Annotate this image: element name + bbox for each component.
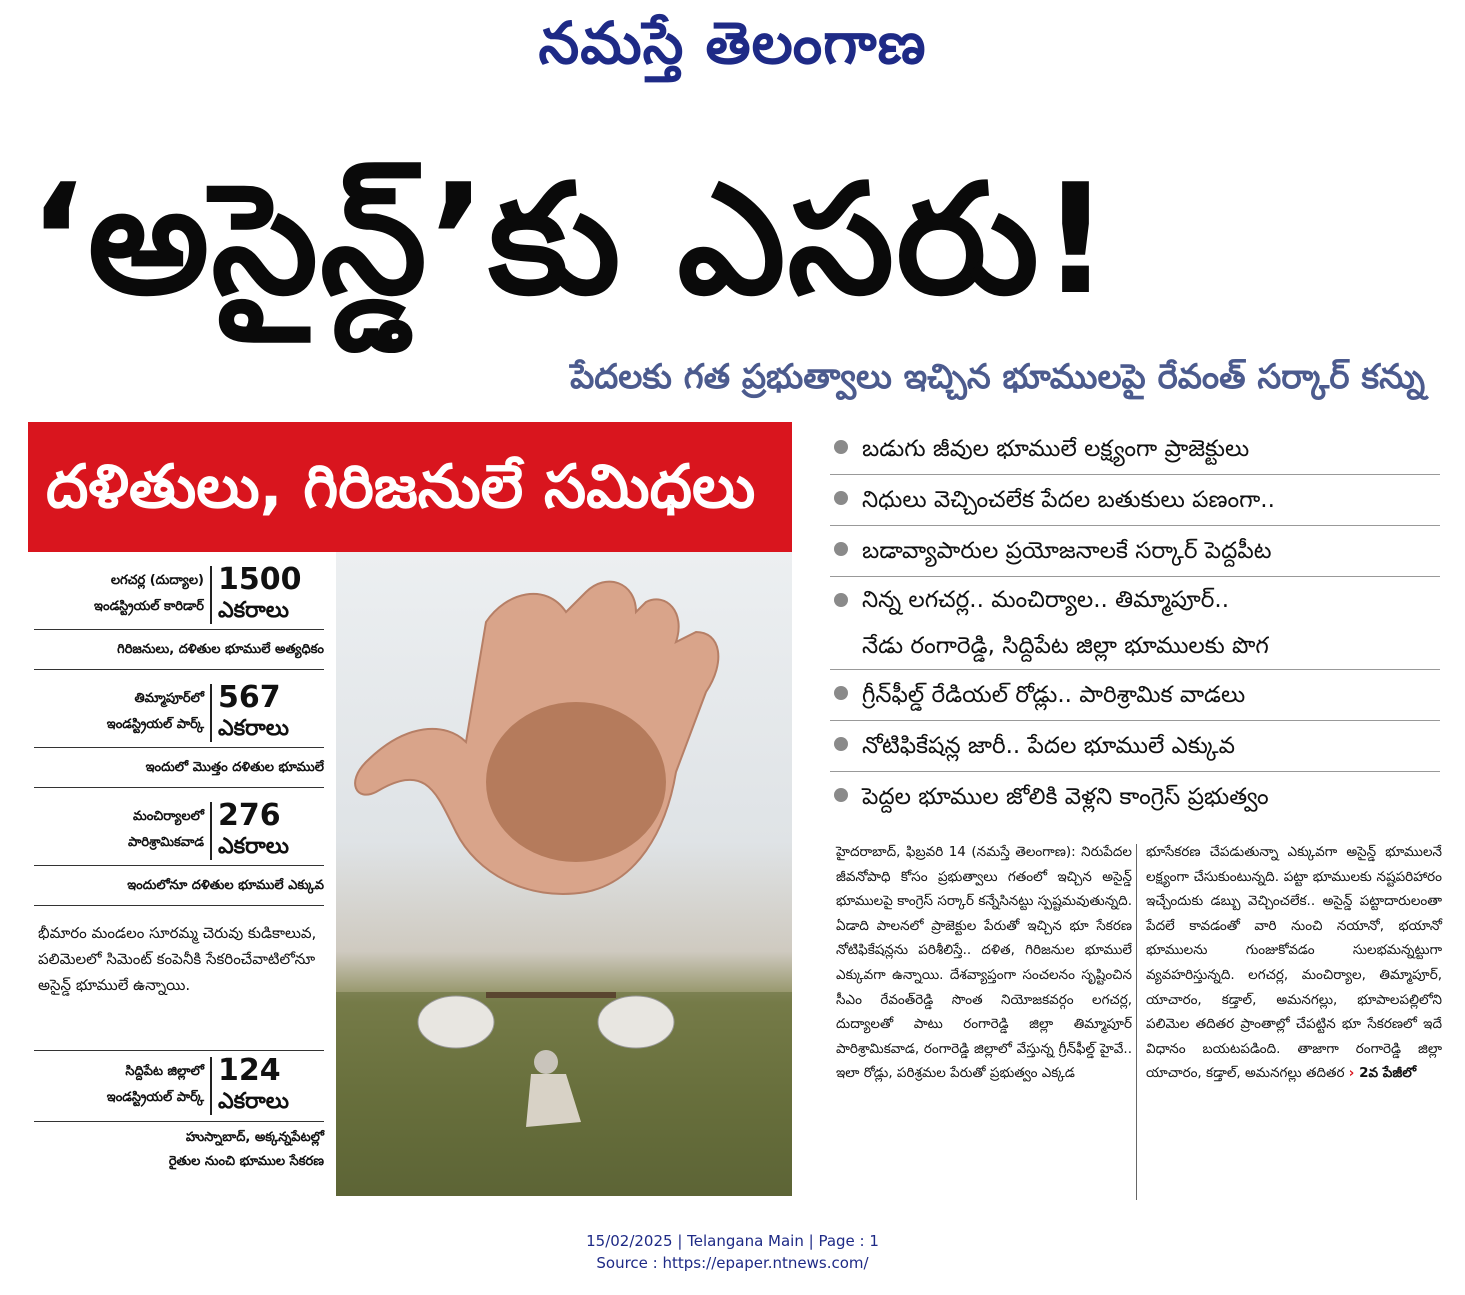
- stat-block: [34, 1050, 324, 1174]
- ox-right: [598, 996, 674, 1048]
- subheadline: పేదలకు గత ప్రభుత్వాలు ఇచ్చిన భూములపై రేవంత్ సర్కార్ కన్ను: [570, 357, 1425, 397]
- stat-divider: [210, 684, 212, 742]
- stat-block: [34, 560, 324, 670]
- stat-block: [34, 796, 324, 906]
- footer-source-link[interactable]: Source : https://epaper.ntnews.com/: [596, 1254, 869, 1272]
- bullet-icon: [834, 440, 848, 454]
- bullet-icon: [834, 788, 848, 802]
- farmer-head: [534, 1050, 558, 1074]
- bullet-icon: [834, 686, 848, 700]
- stat-note: హుస్నాబాద్, అక్కన్నపేటల్లో రైతుల నుంచి భూముల సేకరణ: [34, 1121, 324, 1174]
- bullet-icon: [834, 542, 848, 556]
- highlights-list: [830, 424, 1440, 822]
- stat-divider: [210, 802, 212, 860]
- ox-left: [418, 996, 494, 1048]
- stats-column: [28, 552, 336, 1196]
- list-item: నిన్న లగచర్ల.. మంచిర్యాల.. తిమ్మాపూర్..: [830, 577, 1440, 623]
- stat-label: మంచిర్యాలలో పారిశ్రామికవాడ: [128, 809, 204, 850]
- article-body: [830, 840, 1442, 1210]
- list-item: గ్రీన్‌ఫీల్డ్ రేడియల్ రోడ్లు.. పారిశ్రామిక వాడలు: [830, 670, 1440, 721]
- stat-note: ఇందులో మొత్తం దళితుల భూములే: [34, 748, 324, 788]
- page-footer: [0, 1230, 1465, 1274]
- photo-illustration: [336, 552, 792, 1196]
- stat-unit: ఎకరాలు: [218, 834, 289, 859]
- list-item: నిధులు వెచ్చించలేక పేదల బతుకులు పణంగా..: [830, 475, 1440, 526]
- stat-value: 1500: [218, 562, 302, 597]
- column-divider: [1136, 844, 1137, 1200]
- stat-unit: ఎకరాలు: [218, 598, 289, 623]
- stat-label: లగచర్ల (దుద్యాల) ఇండస్ట్రియల్ కారిడార్: [94, 573, 204, 614]
- stat-label: సిద్దిపేట జిల్లాలో ఇండస్ట్రియల్ పార్క్: [106, 1064, 204, 1105]
- chevron-right-icon: ›: [1348, 1065, 1355, 1082]
- stat-divider: [210, 566, 212, 624]
- stat-row: [34, 678, 324, 748]
- stat-value: 567: [218, 680, 281, 715]
- hand-over-farmer-photo: [336, 552, 792, 1196]
- headline: ‘అసైన్డ్’కు ఎసరు!: [28, 151, 1113, 328]
- list-item: బడావ్యాపారుల ప్రయోజనాలకే సర్కార్ పెద్దపీట: [830, 526, 1440, 577]
- sidebar-banner: [28, 422, 792, 552]
- stat-unit: ఎకరాలు: [218, 716, 289, 741]
- bullet-icon: [834, 593, 848, 607]
- masthead-logo: నమస్తే తెలంగాణ: [538, 9, 927, 77]
- stat-unit: ఎకరాలు: [218, 1089, 289, 1114]
- list-item: నోటిఫికేషన్ల జారీ.. పేదల భూములే ఎక్కువ: [830, 721, 1440, 772]
- continued-link[interactable]: › 2వ పేజీలో: [1348, 1065, 1417, 1082]
- bullet-icon: [834, 491, 848, 505]
- stat-value: 276: [218, 798, 281, 833]
- sidebar-note: భీమారం మండలం సూరమ్మ చెరువు కుడికాలువ, పలిమెలలో సిమెంట్ కంపెనీకి సేకరించేవాటిలోనూ అసైన్డ్ భూములే ఉన్నాయి.: [38, 924, 317, 994]
- bullet-icon: [834, 737, 848, 751]
- yoke: [486, 992, 616, 998]
- list-item: నేడు రంగారెడ్డి, సిద్దిపేట జిల్లా భూములకు పొగ: [830, 623, 1440, 670]
- stat-block: [34, 678, 324, 788]
- stat-row: [34, 1051, 324, 1121]
- stat-note: గిరిజనులు, దళితుల భూములే అత్యధికం: [34, 630, 324, 670]
- stat-label: తిమ్మాపూర్‌లో ఇండస్ట్రియల్ పార్క్: [106, 691, 204, 732]
- article-column-1: హైదరాబాద్, ఫిబ్రవరి 14 (నమస్తే తెలంగాణ): నిరుపేదల జీవనోపాధి కోసం ప్రభుత్వాలు గతంలో ఇచ్చిన అసైన్డ్ భూములపై కాంగ్రెస్ సర్కార్ కన్నేసినట్టు స్పష్టమవుతున్నది. ఏడాది పాలనలో ప్రాజెక్టుల పేరుతో ఇచ్చిన భూ సేకరణ నోటిఫికేషన్లను పరిశీలిస్తే.. దళిత, గిరిజనుల భూములే ఎక్కువగా ఉన్నాయి. దేశవ్యాప్తంగా సంచలనం సృష్టించిన సీఎం రేవంత్‌రెడ్డి సొంత నియోజకవర్గం లగచర్ల, దుద్యాలతో పాటు రంగారెడ్డి జిల్లా తిమ్మాపూర్ పారిశ్రామికవాడ, రంగారెడ్డి జిల్లాలో వేస్తున్న గ్రీన్‌ఫీల్డ్ హైవే.. ఇలా రోడ్లు, పరిశ్రమల పేరుతో ప్రభుత్వం ఎక్కడ: [836, 844, 1132, 1082]
- list-item: బడుగు జీవుల భూములే లక్ష్యంగా ప్రాజెక్టులు: [830, 424, 1440, 475]
- soil-in-hand: [486, 702, 666, 862]
- sidebar-banner-text: దళితులు, గిరిజనులే సమిధలు: [46, 452, 756, 522]
- stat-divider: [210, 1057, 212, 1115]
- footer-date-line: 15/02/2025 | Telangana Main | Page : 1: [586, 1232, 879, 1250]
- stat-note: ఇందులోనూ దళితుల భూములే ఎక్కువ: [34, 866, 324, 906]
- article-column-2: భూసేకరణ చేపడుతున్నా ఎక్కువగా అసైన్డ్ భూములనే లక్ష్యంగా చేసుకుంటున్నది. పట్టా భూములకు నష్టపరిహారం ఇచ్చేందుకు డబ్బు వెచ్చించలేక.. అసైన్డ్ పట్టాదారులంతా పేదలే కావడంతో వారి నుంచి నయానో, భయానో భూములను గుంజుకోవడం సులభమన్నట్టుగా వ్యవహరిస్తున్నది. లగచర్ల, మంచిర్యాల, తిమ్మాపూర్, యాచారం, కడ్తాల్, అమనగల్లు, భూపాలపల్లిలోని పలిమెల తదితర ప్రాంతాల్లో చేపట్టిన భూ సేకరణలో ఇదే విధానం బయటపడింది. తాజాగా రంగారెడ్డి జిల్లా యాచారం, కడ్తాల్, అమనగల్లు తదితర › 2వ పేజీలో: [1146, 844, 1442, 1082]
- list-item: పెద్దల భూముల జోలికి వెళ్లని కాంగ్రెస్ ప్రభుత్వం: [830, 772, 1440, 822]
- sidebar-panel: [28, 422, 792, 1196]
- stat-row: [34, 560, 324, 630]
- stat-value: 124: [218, 1053, 281, 1088]
- stat-row: [34, 796, 324, 866]
